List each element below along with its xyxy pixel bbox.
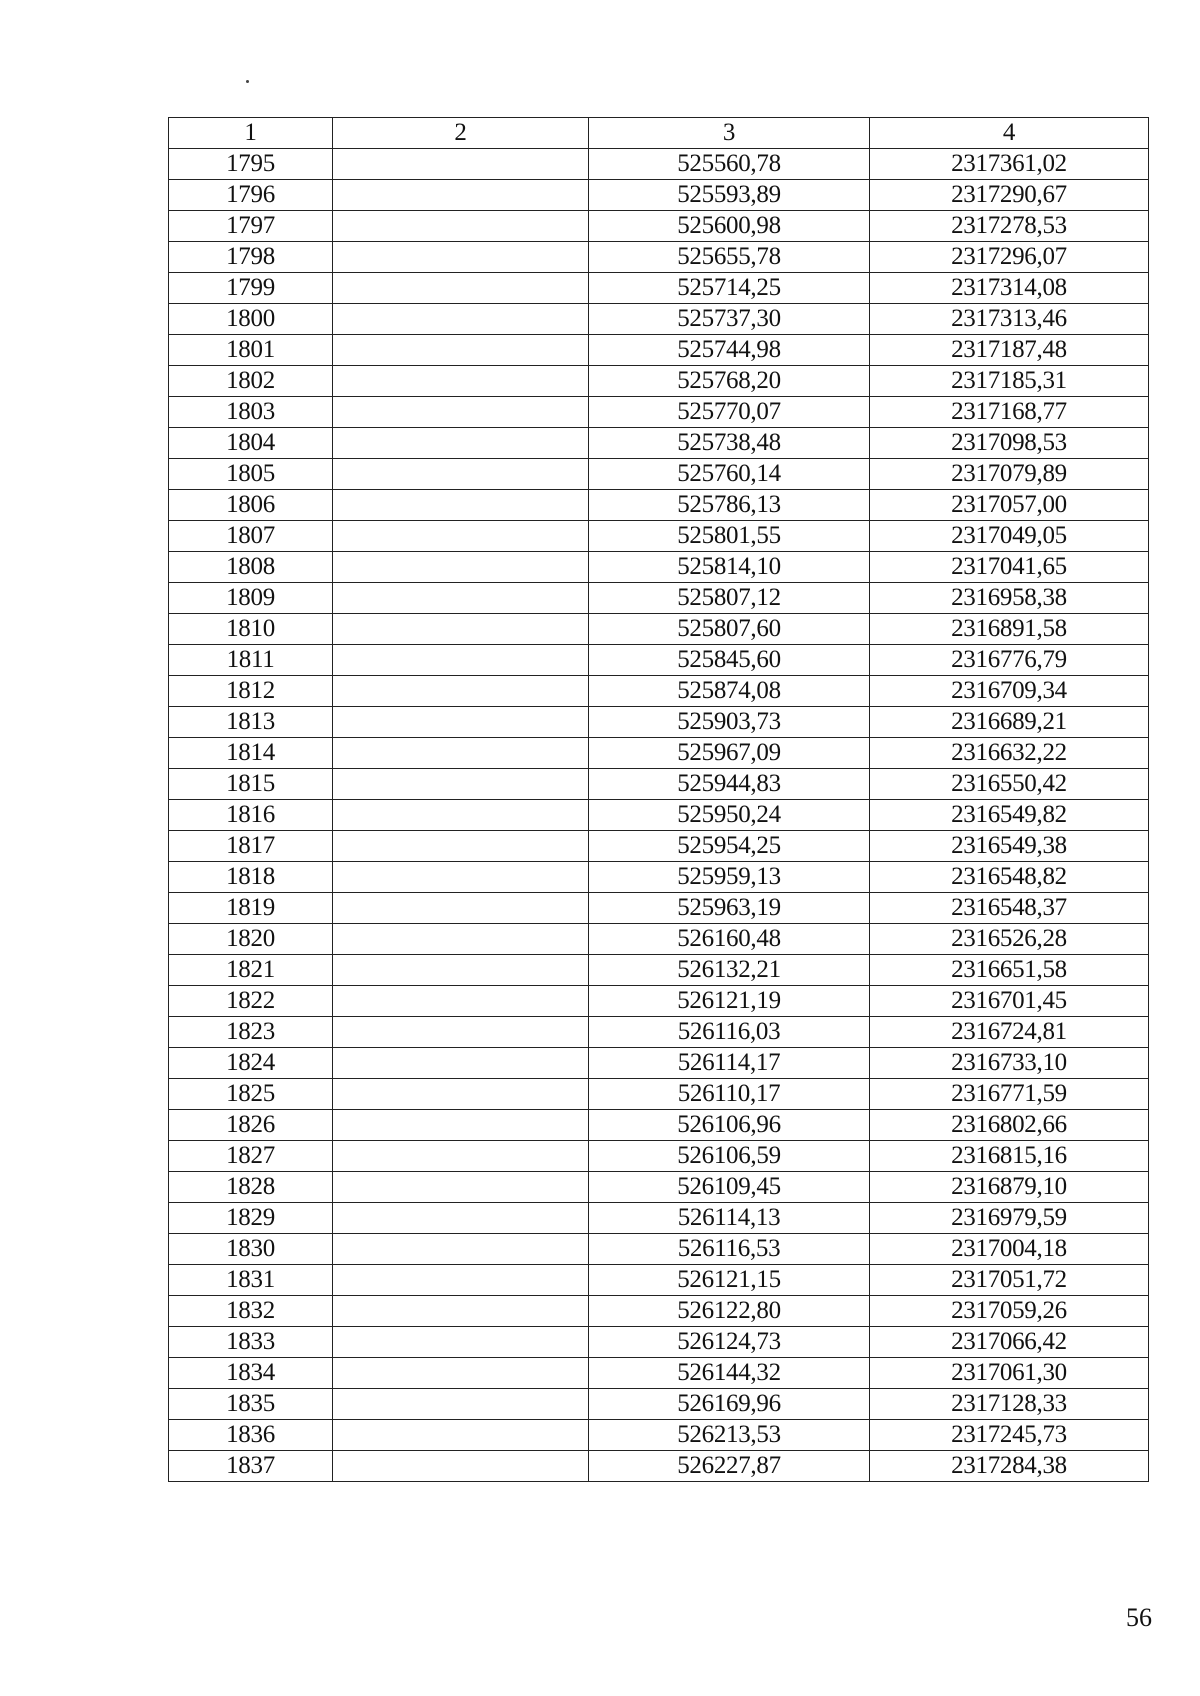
description-cell	[333, 1451, 589, 1482]
point-number-cell: 1837	[169, 1451, 333, 1482]
x-coordinate-cell: 526144,32	[589, 1358, 870, 1389]
page-number: 56	[1126, 1603, 1152, 1632]
x-coordinate-cell: 526124,73	[589, 1327, 870, 1358]
table-row	[169, 862, 1149, 893]
point-number-cell: 1831	[169, 1265, 333, 1296]
description-cell	[333, 1358, 589, 1389]
x-coordinate-cell: 526121,19	[589, 986, 870, 1017]
x-coordinate-cell: 525845,60	[589, 645, 870, 676]
point-number-cell: 1802	[169, 366, 333, 397]
table-row	[169, 242, 1149, 273]
description-cell	[333, 304, 589, 335]
x-coordinate-cell: 525874,08	[589, 676, 870, 707]
y-coordinate-cell: 2316548,82	[870, 862, 1149, 893]
point-number-cell: 1822	[169, 986, 333, 1017]
description-cell	[333, 335, 589, 366]
description-cell	[333, 521, 589, 552]
description-cell	[333, 645, 589, 676]
point-number-cell: 1799	[169, 273, 333, 304]
point-number-cell: 1798	[169, 242, 333, 273]
description-cell	[333, 924, 589, 955]
y-coordinate-cell: 2316550,42	[870, 769, 1149, 800]
x-coordinate-cell: 525814,10	[589, 552, 870, 583]
table-row	[169, 490, 1149, 521]
y-coordinate-cell: 2316548,37	[870, 893, 1149, 924]
table-row	[169, 335, 1149, 366]
y-coordinate-cell: 2316651,58	[870, 955, 1149, 986]
table-row	[169, 459, 1149, 490]
y-coordinate-cell: 2316549,38	[870, 831, 1149, 862]
description-cell	[333, 428, 589, 459]
description-cell	[333, 211, 589, 242]
y-coordinate-cell: 2316724,81	[870, 1017, 1149, 1048]
table-header	[169, 118, 1149, 149]
table-row	[169, 1420, 1149, 1451]
x-coordinate-cell: 526106,59	[589, 1141, 870, 1172]
x-coordinate-cell: 525944,83	[589, 769, 870, 800]
column-header-2: 2	[333, 118, 589, 149]
description-cell	[333, 1079, 589, 1110]
x-coordinate-cell: 525737,30	[589, 304, 870, 335]
x-coordinate-cell: 526169,96	[589, 1389, 870, 1420]
y-coordinate-cell: 2317059,26	[870, 1296, 1149, 1327]
table-row	[169, 986, 1149, 1017]
y-coordinate-cell: 2316802,66	[870, 1110, 1149, 1141]
x-coordinate-cell: 526121,15	[589, 1265, 870, 1296]
description-cell	[333, 676, 589, 707]
x-coordinate-cell: 525963,19	[589, 893, 870, 924]
table-row	[169, 397, 1149, 428]
description-cell	[333, 1327, 589, 1358]
description-cell	[333, 459, 589, 490]
description-cell	[333, 1172, 589, 1203]
y-coordinate-cell: 2316776,79	[870, 645, 1149, 676]
y-coordinate-cell: 2317041,65	[870, 552, 1149, 583]
y-coordinate-cell: 2316879,10	[870, 1172, 1149, 1203]
description-cell	[333, 1048, 589, 1079]
point-number-cell: 1815	[169, 769, 333, 800]
table-row	[169, 273, 1149, 304]
description-cell	[333, 955, 589, 986]
point-number-cell: 1812	[169, 676, 333, 707]
point-number-cell: 1813	[169, 707, 333, 738]
x-coordinate-cell: 525600,98	[589, 211, 870, 242]
description-cell	[333, 583, 589, 614]
point-number-cell: 1800	[169, 304, 333, 335]
y-coordinate-cell: 2317079,89	[870, 459, 1149, 490]
y-coordinate-cell: 2316733,10	[870, 1048, 1149, 1079]
x-coordinate-cell: 526122,80	[589, 1296, 870, 1327]
y-coordinate-cell: 2317313,46	[870, 304, 1149, 335]
x-coordinate-cell: 525801,55	[589, 521, 870, 552]
y-coordinate-cell: 2317061,30	[870, 1358, 1149, 1389]
point-number-cell: 1834	[169, 1358, 333, 1389]
table-row	[169, 583, 1149, 614]
table-row	[169, 1203, 1149, 1234]
description-cell	[333, 397, 589, 428]
y-coordinate-cell: 2316709,34	[870, 676, 1149, 707]
description-cell	[333, 366, 589, 397]
point-number-cell: 1827	[169, 1141, 333, 1172]
description-cell	[333, 738, 589, 769]
description-cell	[333, 1203, 589, 1234]
description-cell	[333, 1265, 589, 1296]
point-number-cell: 1829	[169, 1203, 333, 1234]
description-cell	[333, 242, 589, 273]
table-row	[169, 800, 1149, 831]
y-coordinate-cell: 2317314,08	[870, 273, 1149, 304]
x-coordinate-cell: 525655,78	[589, 242, 870, 273]
x-coordinate-cell: 526213,53	[589, 1420, 870, 1451]
description-cell	[333, 862, 589, 893]
description-cell	[333, 769, 589, 800]
y-coordinate-cell: 2317128,33	[870, 1389, 1149, 1420]
point-number-cell: 1817	[169, 831, 333, 862]
y-coordinate-cell: 2316979,59	[870, 1203, 1149, 1234]
column-header-4: 4	[870, 118, 1149, 149]
table-row	[169, 521, 1149, 552]
x-coordinate-cell: 525760,14	[589, 459, 870, 490]
point-number-cell: 1820	[169, 924, 333, 955]
y-coordinate-cell: 2317051,72	[870, 1265, 1149, 1296]
point-number-cell: 1833	[169, 1327, 333, 1358]
description-cell	[333, 1389, 589, 1420]
description-cell	[333, 707, 589, 738]
description-cell	[333, 1234, 589, 1265]
x-coordinate-cell: 526160,48	[589, 924, 870, 955]
x-coordinate-cell: 525959,13	[589, 862, 870, 893]
table-row	[169, 769, 1149, 800]
point-number-cell: 1818	[169, 862, 333, 893]
point-number-cell: 1803	[169, 397, 333, 428]
point-number-cell: 1836	[169, 1420, 333, 1451]
x-coordinate-cell: 525768,20	[589, 366, 870, 397]
description-cell	[333, 1110, 589, 1141]
description-cell	[333, 1017, 589, 1048]
table-row	[169, 1358, 1149, 1389]
x-coordinate-cell: 526110,17	[589, 1079, 870, 1110]
table-row	[169, 1110, 1149, 1141]
point-number-cell: 1797	[169, 211, 333, 242]
x-coordinate-cell: 525786,13	[589, 490, 870, 521]
table-row	[169, 645, 1149, 676]
x-coordinate-cell: 525807,12	[589, 583, 870, 614]
y-coordinate-cell: 2316771,59	[870, 1079, 1149, 1110]
point-number-cell: 1830	[169, 1234, 333, 1265]
description-cell	[333, 273, 589, 304]
point-number-cell: 1807	[169, 521, 333, 552]
point-number-cell: 1801	[169, 335, 333, 366]
point-number-cell: 1811	[169, 645, 333, 676]
table-row	[169, 1234, 1149, 1265]
y-coordinate-cell: 2317004,18	[870, 1234, 1149, 1265]
point-number-cell: 1809	[169, 583, 333, 614]
table-row	[169, 552, 1149, 583]
description-cell	[333, 1420, 589, 1451]
point-number-cell: 1808	[169, 552, 333, 583]
y-coordinate-cell: 2316526,28	[870, 924, 1149, 955]
x-coordinate-cell: 526227,87	[589, 1451, 870, 1482]
description-cell	[333, 614, 589, 645]
y-coordinate-cell: 2317296,07	[870, 242, 1149, 273]
table-row	[169, 738, 1149, 769]
column-header-3: 3	[589, 118, 870, 149]
description-cell	[333, 800, 589, 831]
y-coordinate-cell: 2316891,58	[870, 614, 1149, 645]
point-number-cell: 1825	[169, 1079, 333, 1110]
table-row	[169, 1172, 1149, 1203]
y-coordinate-cell: 2317361,02	[870, 149, 1149, 180]
description-cell	[333, 149, 589, 180]
point-number-cell: 1810	[169, 614, 333, 645]
table-row	[169, 707, 1149, 738]
x-coordinate-cell: 525903,73	[589, 707, 870, 738]
point-number-cell: 1805	[169, 459, 333, 490]
table-row	[169, 366, 1149, 397]
point-number-cell: 1796	[169, 180, 333, 211]
y-coordinate-cell: 2317187,48	[870, 335, 1149, 366]
y-coordinate-cell: 2317057,00	[870, 490, 1149, 521]
point-number-cell: 1828	[169, 1172, 333, 1203]
y-coordinate-cell: 2317066,42	[870, 1327, 1149, 1358]
y-coordinate-cell: 2316549,82	[870, 800, 1149, 831]
header-row	[169, 118, 1149, 149]
x-coordinate-cell: 525593,89	[589, 180, 870, 211]
table-row	[169, 1265, 1149, 1296]
description-cell	[333, 490, 589, 521]
y-coordinate-cell: 2316815,16	[870, 1141, 1149, 1172]
x-coordinate-cell: 525744,98	[589, 335, 870, 366]
table-row	[169, 180, 1149, 211]
x-coordinate-cell: 525967,09	[589, 738, 870, 769]
table-row	[169, 1079, 1149, 1110]
point-number-cell: 1824	[169, 1048, 333, 1079]
table-row	[169, 614, 1149, 645]
table-row	[169, 676, 1149, 707]
y-coordinate-cell: 2317284,38	[870, 1451, 1149, 1482]
x-coordinate-cell: 525807,60	[589, 614, 870, 645]
x-coordinate-cell: 526109,45	[589, 1172, 870, 1203]
x-coordinate-cell: 526114,13	[589, 1203, 870, 1234]
table-row	[169, 211, 1149, 242]
point-number-cell: 1816	[169, 800, 333, 831]
y-coordinate-cell: 2316958,38	[870, 583, 1149, 614]
x-coordinate-cell: 526116,03	[589, 1017, 870, 1048]
coordinates-table	[168, 117, 1149, 1482]
x-coordinate-cell: 525950,24	[589, 800, 870, 831]
point-number-cell: 1795	[169, 149, 333, 180]
table-row	[169, 1389, 1149, 1420]
table-row	[169, 924, 1149, 955]
point-number-cell: 1819	[169, 893, 333, 924]
scan-speck	[246, 80, 249, 83]
x-coordinate-cell: 526132,21	[589, 955, 870, 986]
y-coordinate-cell: 2316701,45	[870, 986, 1149, 1017]
y-coordinate-cell: 2316689,21	[870, 707, 1149, 738]
table-row	[169, 831, 1149, 862]
point-number-cell: 1814	[169, 738, 333, 769]
y-coordinate-cell: 2317290,67	[870, 180, 1149, 211]
point-number-cell: 1806	[169, 490, 333, 521]
description-cell	[333, 1141, 589, 1172]
description-cell	[333, 552, 589, 583]
table-row	[169, 1017, 1149, 1048]
y-coordinate-cell: 2317278,53	[870, 211, 1149, 242]
table-row	[169, 1296, 1149, 1327]
y-coordinate-cell: 2317168,77	[870, 397, 1149, 428]
x-coordinate-cell: 526106,96	[589, 1110, 870, 1141]
table-row	[169, 1141, 1149, 1172]
x-coordinate-cell: 526114,17	[589, 1048, 870, 1079]
table-row	[169, 955, 1149, 986]
point-number-cell: 1821	[169, 955, 333, 986]
x-coordinate-cell: 525714,25	[589, 273, 870, 304]
point-number-cell: 1832	[169, 1296, 333, 1327]
x-coordinate-cell: 525954,25	[589, 831, 870, 862]
description-cell	[333, 986, 589, 1017]
description-cell	[333, 180, 589, 211]
x-coordinate-cell: 525770,07	[589, 397, 870, 428]
table-row	[169, 1048, 1149, 1079]
description-cell	[333, 893, 589, 924]
y-coordinate-cell: 2316632,22	[870, 738, 1149, 769]
table-row	[169, 893, 1149, 924]
y-coordinate-cell: 2317098,53	[870, 428, 1149, 459]
table-body	[169, 149, 1149, 1482]
description-cell	[333, 831, 589, 862]
point-number-cell: 1835	[169, 1389, 333, 1420]
x-coordinate-cell: 525738,48	[589, 428, 870, 459]
y-coordinate-cell: 2317245,73	[870, 1420, 1149, 1451]
column-header-1: 1	[169, 118, 333, 149]
x-coordinate-cell: 525560,78	[589, 149, 870, 180]
table-row	[169, 149, 1149, 180]
table-row	[169, 304, 1149, 335]
point-number-cell: 1826	[169, 1110, 333, 1141]
table-row	[169, 1451, 1149, 1482]
x-coordinate-cell: 526116,53	[589, 1234, 870, 1265]
y-coordinate-cell: 2317049,05	[870, 521, 1149, 552]
description-cell	[333, 1296, 589, 1327]
table-row	[169, 428, 1149, 459]
point-number-cell: 1804	[169, 428, 333, 459]
point-number-cell: 1823	[169, 1017, 333, 1048]
table-row	[169, 1327, 1149, 1358]
y-coordinate-cell: 2317185,31	[870, 366, 1149, 397]
